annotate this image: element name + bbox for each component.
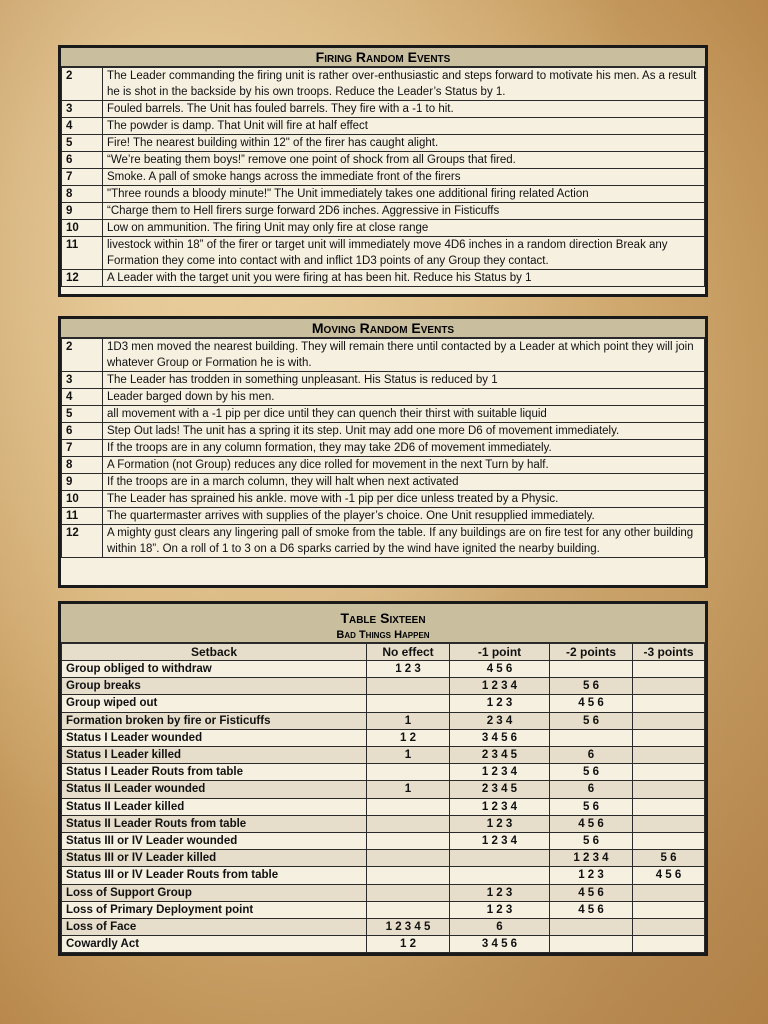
moving-table-title: Moving Random Events xyxy=(61,319,705,338)
result-cell xyxy=(367,884,450,901)
result-cell: 1 xyxy=(367,747,450,764)
event-description: Fouled barrels. The Unit has fouled barrels. They fire with a -1 to hit. xyxy=(103,101,705,118)
roll-number: 8 xyxy=(62,186,103,203)
result-cell: 4 5 6 xyxy=(450,661,550,678)
result-cell xyxy=(550,936,633,953)
result-cell xyxy=(633,712,705,729)
result-cell: 1 xyxy=(367,712,450,729)
result-cell: 1 2 3 xyxy=(450,884,550,901)
moving-event-row xyxy=(62,440,705,457)
result-cell: 4 5 6 xyxy=(550,815,633,832)
moving-event-row xyxy=(62,372,705,389)
table-sixteen-title: Table Sixteen xyxy=(340,610,426,626)
result-cell: 1 2 3 4 xyxy=(450,798,550,815)
setback-label: Loss of Support Group xyxy=(62,884,367,901)
event-description: livestock within 18” of the firer or target unit will immediately move 4D6 inches in a random direction Break any Formation they come into contact with and inflict 1D3 points of any Group they contact. xyxy=(103,237,705,270)
setback-row xyxy=(62,936,705,953)
column-header: Setback xyxy=(62,644,367,661)
roll-number: 7 xyxy=(62,169,103,186)
table-sixteen xyxy=(58,601,708,956)
roll-number: 9 xyxy=(62,203,103,220)
result-cell: 5 6 xyxy=(633,850,705,867)
roll-number: 8 xyxy=(62,457,103,474)
result-cell: 6 xyxy=(550,781,633,798)
setback-row xyxy=(62,712,705,729)
result-cell xyxy=(367,901,450,918)
result-cell xyxy=(367,833,450,850)
setback-label: Status II Leader wounded xyxy=(62,781,367,798)
setback-row xyxy=(62,695,705,712)
setback-row xyxy=(62,815,705,832)
roll-number: 10 xyxy=(62,220,103,237)
firing-event-row xyxy=(62,152,705,169)
event-description: The Leader has trodden in something unpleasant. His Status is reduced by 1 xyxy=(103,372,705,389)
event-description: Leader barged down by his men. xyxy=(103,389,705,406)
firing-random-events-table xyxy=(58,45,708,297)
firing-event-row xyxy=(62,135,705,152)
setback-row xyxy=(62,850,705,867)
roll-number: 12 xyxy=(62,270,103,287)
event-description: A Leader with the target unit you were firing at has been hit. Reduce his Status by 1 xyxy=(103,270,705,287)
firing-event-row xyxy=(62,237,705,270)
result-cell xyxy=(633,747,705,764)
moving-event-row xyxy=(62,525,705,558)
setback-label: Status I Leader wounded xyxy=(62,729,367,746)
event-description: “We’re beating them boys!” remove one point of shock from all Groups that fired. xyxy=(103,152,705,169)
setback-row xyxy=(62,729,705,746)
moving-event-row xyxy=(62,491,705,508)
result-cell xyxy=(550,729,633,746)
result-cell xyxy=(633,695,705,712)
result-cell: 4 5 6 xyxy=(550,695,633,712)
result-cell xyxy=(367,815,450,832)
result-cell xyxy=(633,919,705,936)
setback-row xyxy=(62,661,705,678)
result-cell xyxy=(367,867,450,884)
firing-event-row xyxy=(62,68,705,101)
setback-row xyxy=(62,867,705,884)
column-header: -1 point xyxy=(450,644,550,661)
firing-event-row xyxy=(62,101,705,118)
firing-event-row xyxy=(62,186,705,203)
result-cell xyxy=(550,661,633,678)
event-description: “Charge them to Hell firers surge forward 2D6 inches. Aggressive in Fisticuffs xyxy=(103,203,705,220)
result-cell: 3 4 5 6 xyxy=(450,729,550,746)
result-cell xyxy=(633,798,705,815)
result-cell xyxy=(367,678,450,695)
event-description: If the troops are in a march column, they will halt when next activated xyxy=(103,474,705,491)
setback-label: Loss of Face xyxy=(62,919,367,936)
firing-event-row xyxy=(62,169,705,186)
result-cell: 6 xyxy=(450,919,550,936)
moving-event-row xyxy=(62,457,705,474)
result-cell: 1 2 xyxy=(367,729,450,746)
result-cell: 1 2 3 4 xyxy=(450,764,550,781)
result-cell: 5 6 xyxy=(550,798,633,815)
result-cell xyxy=(633,936,705,953)
setback-row xyxy=(62,764,705,781)
roll-number: 5 xyxy=(62,135,103,152)
roll-number: 7 xyxy=(62,440,103,457)
result-cell: 5 6 xyxy=(550,833,633,850)
roll-number: 2 xyxy=(62,339,103,372)
moving-event-row xyxy=(62,339,705,372)
result-cell xyxy=(633,678,705,695)
result-cell: 1 2 3 4 5 xyxy=(367,919,450,936)
result-cell: 2 3 4 5 xyxy=(450,781,550,798)
moving-event-row xyxy=(62,389,705,406)
result-cell: 1 2 3 4 xyxy=(450,678,550,695)
setback-row xyxy=(62,798,705,815)
setback-row xyxy=(62,678,705,695)
firing-table-title: Firing Random Events xyxy=(61,48,705,67)
moving-event-row xyxy=(62,406,705,423)
event-description: Step Out lads! The unit has a spring it its step. Unit may add one more D6 of movement immediately. xyxy=(103,423,705,440)
roll-number: 12 xyxy=(62,525,103,558)
event-description: The quartermaster arrives with supplies of the player’s choice. One Unit resupplied immediately. xyxy=(103,508,705,525)
roll-number: 10 xyxy=(62,491,103,508)
setback-label: Status III or IV Leader wounded xyxy=(62,833,367,850)
setback-label: Status III or IV Leader Routs from table xyxy=(62,867,367,884)
setback-label: Loss of Primary Deployment point xyxy=(62,901,367,918)
result-cell: 2 3 4 xyxy=(450,712,550,729)
result-cell: 4 5 6 xyxy=(550,901,633,918)
event-description: The Leader has sprained his ankle. move with -1 pip per dice unless treated by a Physic. xyxy=(103,491,705,508)
result-cell: 1 xyxy=(367,781,450,798)
result-cell xyxy=(450,850,550,867)
roll-number: 9 xyxy=(62,474,103,491)
result-cell: 5 6 xyxy=(550,764,633,781)
event-description: Low on ammunition. The firing Unit may only fire at close range xyxy=(103,220,705,237)
moving-event-row xyxy=(62,474,705,491)
roll-number: 6 xyxy=(62,152,103,169)
firing-event-row xyxy=(62,270,705,287)
setback-label: Group breaks xyxy=(62,678,367,695)
roll-number: 6 xyxy=(62,423,103,440)
setback-label: Formation broken by fire or Fisticuffs xyxy=(62,712,367,729)
result-cell: 5 6 xyxy=(550,678,633,695)
result-cell xyxy=(633,764,705,781)
result-cell xyxy=(450,867,550,884)
moving-event-row xyxy=(62,423,705,440)
roll-number: 3 xyxy=(62,101,103,118)
setback-label: Status III or IV Leader killed xyxy=(62,850,367,867)
setback-row xyxy=(62,747,705,764)
result-cell xyxy=(367,798,450,815)
result-cell: 6 xyxy=(550,747,633,764)
setback-row xyxy=(62,901,705,918)
result-cell xyxy=(367,695,450,712)
table-sixteen-subtitle: Bad Things Happen xyxy=(336,629,430,641)
result-cell: 4 5 6 xyxy=(633,867,705,884)
setback-label: Status I Leader killed xyxy=(62,747,367,764)
result-cell xyxy=(633,661,705,678)
result-cell xyxy=(550,919,633,936)
setback-row xyxy=(62,919,705,936)
roll-number: 3 xyxy=(62,372,103,389)
setback-label: Group wiped out xyxy=(62,695,367,712)
result-cell: 1 2 3 xyxy=(450,695,550,712)
event-description: 1D3 men moved the nearest building. They will remain there until contacted by a Leader at which point they will join whatever Group or Formation he is with. xyxy=(103,339,705,372)
event-description: The powder is damp. That Unit will fire at half effect xyxy=(103,118,705,135)
event-description: If the troops are in any column formation, they may take 2D6 of movement immediately. xyxy=(103,440,705,457)
event-description: Fire! The nearest building within 12" of the firer has caught alight. xyxy=(103,135,705,152)
roll-number: 2 xyxy=(62,68,103,101)
firing-event-row xyxy=(62,220,705,237)
roll-number: 4 xyxy=(62,118,103,135)
roll-number: 4 xyxy=(62,389,103,406)
column-header: -2 points xyxy=(550,644,633,661)
setback-row xyxy=(62,884,705,901)
moving-random-events-table xyxy=(58,316,708,588)
result-cell: 3 4 5 6 xyxy=(450,936,550,953)
event-description: The Leader commanding the firing unit is rather over-enthusiastic and steps forward to motivate his men. As a result he is shot in the backside by his own troops. Reduce the Leader’s Status by 1. xyxy=(103,68,705,101)
result-cell xyxy=(633,781,705,798)
roll-number: 11 xyxy=(62,508,103,525)
column-header: -3 points xyxy=(633,644,705,661)
event-description: A mighty gust clears any lingering pall of smoke from the table. If any buildings are on fire test for any other building within 18”. On a roll of 1 to 3 on a D6 sparks carried by the wind have ignited the nearby building. xyxy=(103,525,705,558)
setback-row xyxy=(62,781,705,798)
result-cell: 1 2 xyxy=(367,936,450,953)
firing-event-row xyxy=(62,118,705,135)
result-cell: 1 2 3 xyxy=(450,901,550,918)
roll-number: 5 xyxy=(62,406,103,423)
result-cell: 5 6 xyxy=(550,712,633,729)
event-description: Smoke. A pall of smoke hangs across the immediate front of the firers xyxy=(103,169,705,186)
roll-number: 11 xyxy=(62,237,103,270)
setback-label: Cowardly Act xyxy=(62,936,367,953)
result-cell: 1 2 3 xyxy=(550,867,633,884)
setback-label: Group obliged to withdraw xyxy=(62,661,367,678)
event-description: all movement with a -1 pip per dice until they can quench their thirst with suitable liquid xyxy=(103,406,705,423)
firing-event-row xyxy=(62,203,705,220)
result-cell xyxy=(367,764,450,781)
event-description: "Three rounds a bloody minute!" The Unit immediately takes one additional firing related Action xyxy=(103,186,705,203)
result-cell xyxy=(367,850,450,867)
setback-row xyxy=(62,833,705,850)
column-header: No effect xyxy=(367,644,450,661)
result-cell xyxy=(633,901,705,918)
setback-label: Status I Leader Routs from table xyxy=(62,764,367,781)
setback-label: Status II Leader killed xyxy=(62,798,367,815)
table-sixteen-header xyxy=(61,604,705,643)
result-cell xyxy=(633,729,705,746)
setback-label: Status II Leader Routs from table xyxy=(62,815,367,832)
moving-event-row xyxy=(62,508,705,525)
result-cell: 2 3 4 5 xyxy=(450,747,550,764)
result-cell xyxy=(633,884,705,901)
result-cell: 1 2 3 xyxy=(367,661,450,678)
result-cell: 1 2 3 4 xyxy=(450,833,550,850)
event-description: A Formation (not Group) reduces any dice rolled for movement in the next Turn by half. xyxy=(103,457,705,474)
result-cell: 4 5 6 xyxy=(550,884,633,901)
result-cell xyxy=(633,815,705,832)
result-cell xyxy=(633,833,705,850)
result-cell: 1 2 3 xyxy=(450,815,550,832)
result-cell: 1 2 3 4 xyxy=(550,850,633,867)
